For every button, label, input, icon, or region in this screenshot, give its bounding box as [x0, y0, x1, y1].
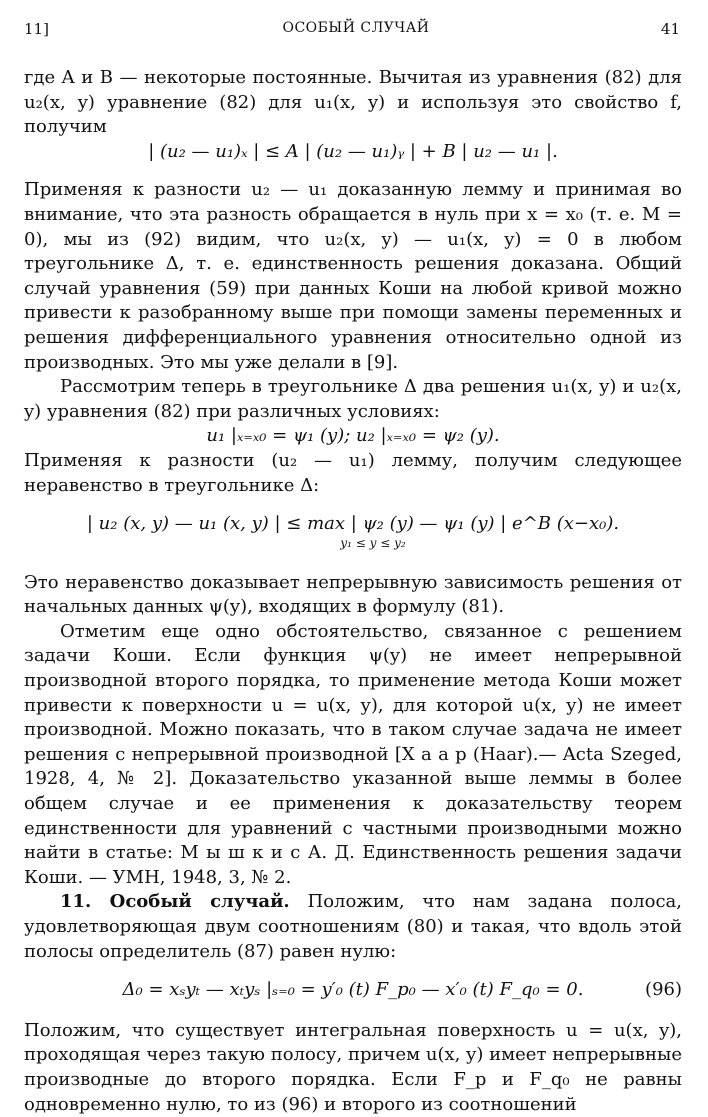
formula-max-subscript: y₁ ≤ y ≤ y₂	[340, 535, 406, 550]
paragraph: Применяя к разности u₂ — u₁ доказанную лемму и принимая во внимание, что эта разность обращается в нуль при x = x₀ (т. е. M = 0), мы из (92) видим, что u₂(x, y) — u₁(x, y) = 0 в любом треугольнике Δ, т. е. единственность решения доказана. Общий случай уравнения (59) при данных Коши на любой кривой можно привести к разобранному выше при помощи замены переменных и решения дифференциального уравнения относительно одной из производных. Это мы уже делали в [9].	[24, 179, 682, 373]
paragraph: Применяя к разности (u₂ — u₁) лемму, получим следующее неравенство в треугольнике Δ:	[24, 449, 682, 496]
formula-inequality: | (u₂ — u₁)ₓ | ≤ A | (u₂ — u₁)ᵧ | + B | u₂ — u₁ |.	[148, 140, 558, 162]
section-marker: 11]	[24, 20, 49, 38]
section-title: 11. Особый случай.	[60, 891, 290, 913]
section-paragraph	[24, 890, 682, 964]
page-body	[24, 66, 682, 1117]
paragraph: Это неравенство доказывает непрерывную зависимость решения от начальных данных ψ(y), входящих в формулу (81).	[24, 571, 682, 618]
paragraph: Отметим еще одно обстоятельство, связанное с решением задачи Коши. Если функция ψ(y) не имеет непрерывной производной второго порядка, то применение метода Коши может привести к поверхности u = u(x, y), для которой u(x, y) не имеет производной. Можно показать, что в таком случае задача не имеет решения с непрерывной производной [Х а а р (Haar).— Acta Szeged, 1928, 4, № 2]. Доказательство указанной выше леммы в более общем случае и ее применения к доказательству теорем единственности для уравнений с частными производными можно найти в статье: М ы ш к и с А. Д. Единственность решения задачи Коши. — УМН, 1948, 3, № 2.	[24, 620, 682, 888]
running-title: ОСОБЫЙ СЛУЧАЙ	[282, 20, 430, 36]
paragraph: Положим, что существует интегральная поверхность u = u(x, y), проходящая через такую полосу, причем u(x, y) имеет непрерывные производные до второго порядка. Если F_p и F_q₀ не равны одновременно нулю, то из (96) и второго из соотношений	[24, 1019, 682, 1115]
section-intro: Положим, что нам задана полоса, удовлетворяющая двум соотношениям (80) и такая, что вдоль этой полосы определитель (87) равен нулю:	[24, 891, 682, 962]
paragraph: Рассмотрим теперь в треугольнике Δ два решения u₁(x, y) и u₂(x, y) уравнения (82) при различных условиях:	[24, 376, 682, 422]
equation-number: (96)	[645, 979, 682, 1001]
formula-96	[24, 978, 682, 1003]
formula-initial-conditions: u₁ |ₓ₌ₓ₀ = ψ₁ (y); u₂ |ₓ₌ₓ₀ = ψ₂ (y).	[206, 425, 500, 447]
formula-96-body: Δ₀ = xₛyₜ — xₜyₛ |ₛ₌₀ = y′₀ (t) F_p₀ — x′₀ (t) F_q₀ = 0.	[122, 979, 584, 1001]
page-number: 41	[660, 20, 680, 38]
formula-max-bound	[24, 512, 682, 549]
page-header	[24, 20, 688, 44]
formula-max-bound-main: | u₂ (x, y) — u₁ (x, y) | ≤ max | ψ₂ (y) — ψ₁ (y) | e^B (x−x₀).	[86, 513, 620, 535]
paragraph: где A и B — некоторые постоянные. Вычитая из уравнения (82) для u₂(x, y) уравнение (82) для u₁(x, y) и используя это свойство f, получим	[24, 67, 682, 138]
